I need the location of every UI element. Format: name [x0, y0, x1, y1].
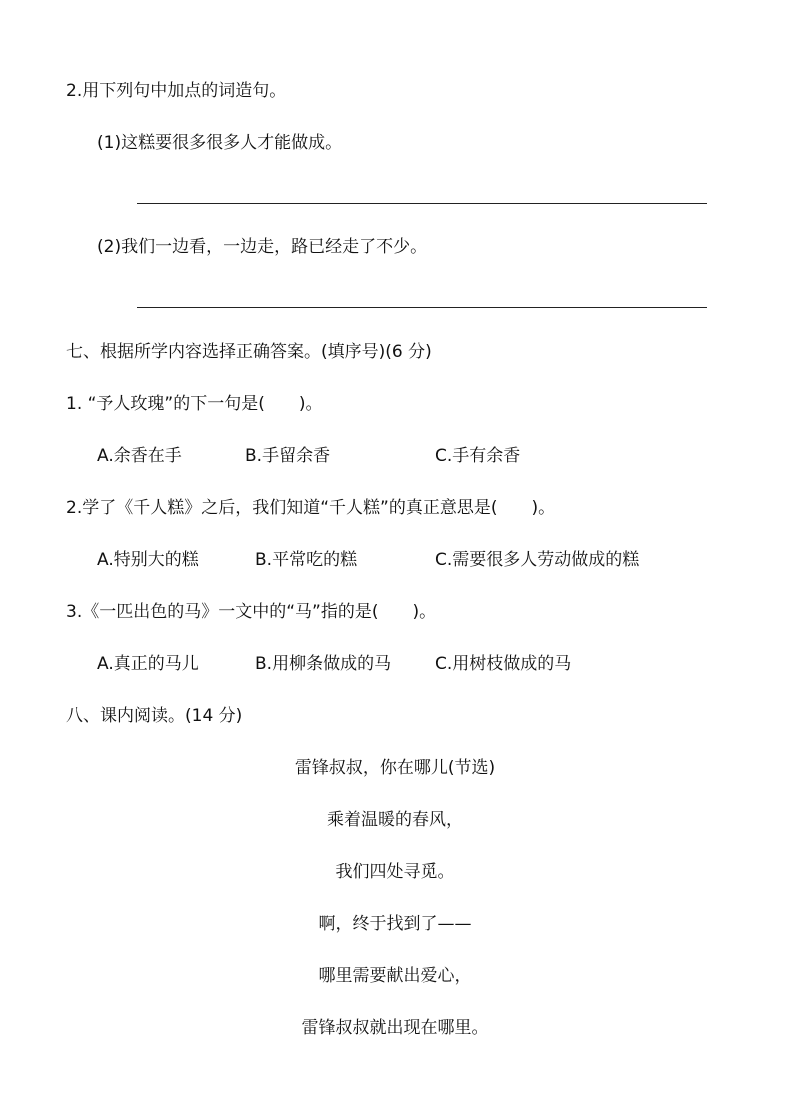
question-2-option-c[interactable]: C.需要很多人劳动做成的糕 [435, 550, 640, 570]
poem-line: 乘着温暖的春风， [327, 810, 463, 830]
poem-title: 雷锋叔叔，你在哪儿(节选) [294, 758, 496, 778]
poem-line: 啊，终于找到了—— [318, 914, 472, 934]
question-3-stem: 3.《一匹出色的马》一文中的“马”指的是( )。 [66, 602, 437, 622]
question-1-option-b[interactable]: B.手留余香 [245, 446, 331, 466]
answer-line-2[interactable] [137, 307, 707, 308]
question-2-option-b[interactable]: B.平常吃的糕 [255, 550, 358, 570]
question-3-option-a[interactable]: A.真正的马儿 [97, 654, 199, 674]
question-3-option-b[interactable]: B.用柳条做成的马 [255, 654, 392, 674]
section-8-heading: 八、课内阅读。(14 分) [66, 706, 243, 726]
poem-line: 我们四处寻觅。 [335, 862, 455, 882]
question-2-option-a[interactable]: A.特别大的糕 [97, 550, 199, 570]
question-3-option-c[interactable]: C.用树枝做成的马 [435, 654, 572, 674]
question-make-sentence-title: 2.用下列句中加点的词造句。 [66, 81, 287, 101]
answer-line-1[interactable] [137, 203, 707, 204]
question-1-stem: 1. “予人玫瑰”的下一句是( )。 [66, 394, 323, 414]
make-sentence-item-1: (1)这糕要很多很多人才能做成。 [97, 133, 343, 153]
question-2-stem: 2.学了《千人糕》之后，我们知道“千人糕”的真正意思是( )。 [66, 498, 556, 518]
make-sentence-item-2: (2)我们一边看，一边走，路已经走了不少。 [97, 237, 428, 257]
question-1-option-c[interactable]: C.手有余香 [435, 446, 521, 466]
poem-line: 哪里需要献出爱心， [318, 966, 472, 986]
section-7-heading: 七、根据所学内容选择正确答案。(填序号)(6 分) [66, 342, 432, 362]
poem-line: 雷锋叔叔就出现在哪里。 [301, 1018, 489, 1038]
question-1-option-a[interactable]: A.余香在手 [97, 446, 182, 466]
